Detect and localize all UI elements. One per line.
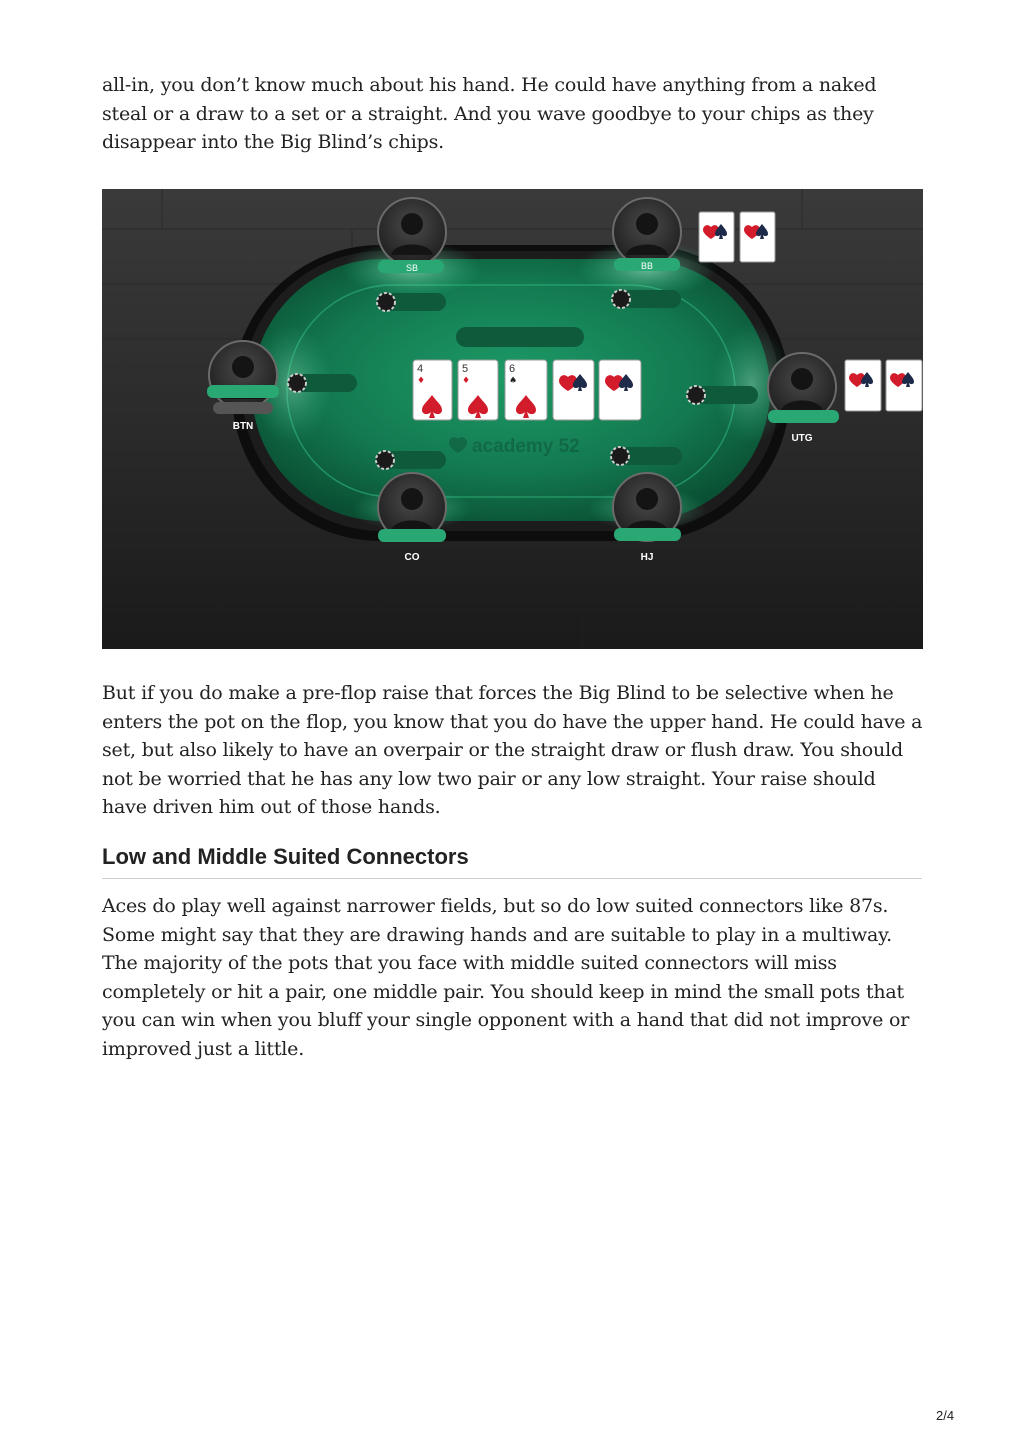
card-suit: ♦ [462, 376, 471, 386]
card-rank: 5 [462, 363, 469, 375]
seat-label: HJ [640, 552, 654, 563]
seat-bb [613, 198, 681, 271]
seat-label: BTN [232, 421, 254, 432]
card-suit: ♠ [509, 376, 518, 386]
board-card-5 [599, 360, 641, 420]
pot-bar [456, 327, 584, 347]
seat-label: SB [405, 263, 419, 273]
poker-table-illustration [102, 189, 923, 649]
poker-table-image [102, 189, 923, 649]
body-paragraph-1: all-in, you don’t know much about his hand. He could have anything from a naked steal or a draw to a set or a straight. And you wave goodbye to your chips as they disappear into the Big Blind’s chips. [102, 74, 877, 153]
seat-label: UTG [791, 433, 813, 444]
board-card-1 [413, 360, 452, 420]
seat-label: BB [640, 261, 654, 271]
card-rank: 6 [509, 363, 516, 375]
seat-sb [378, 198, 446, 273]
page-number: 2/4 [936, 1408, 955, 1423]
card-rank: 4 [417, 363, 424, 375]
seat-label: CO [404, 552, 420, 563]
board-card-2 [458, 360, 498, 420]
section-heading: Low and Middle Suited Connectors [102, 844, 922, 879]
body-paragraph-2: But if you do make a pre-flop raise that forces the Big Blind to be selective when he enters the pot on the flop, you know that you do have the upper hand. He could have a set, but also likely to have an overpair or the straight draw or flush draw. You should not be worried that he has any low two pair or any low straight. Your raise should have driven him out of those hands. [102, 682, 923, 818]
felt-logo-text: academy 52 [472, 436, 580, 457]
board-card-4 [553, 360, 594, 420]
board-card-3 [505, 360, 547, 420]
body-paragraph-3: Aces do play well against narrower fields, but so do low suited connectors like 87s. Some might say that they are drawing hands and are suitable to play in a multiway. The majority of the pots that you face with middle suited connectors will miss completely or hit a pair, one middle pair. You should keep in mind the small pots that you can win when you bluff your single opponent with a hand that did not improve or improved just a little. [102, 895, 910, 1060]
card-suit: ♦ [417, 376, 426, 386]
